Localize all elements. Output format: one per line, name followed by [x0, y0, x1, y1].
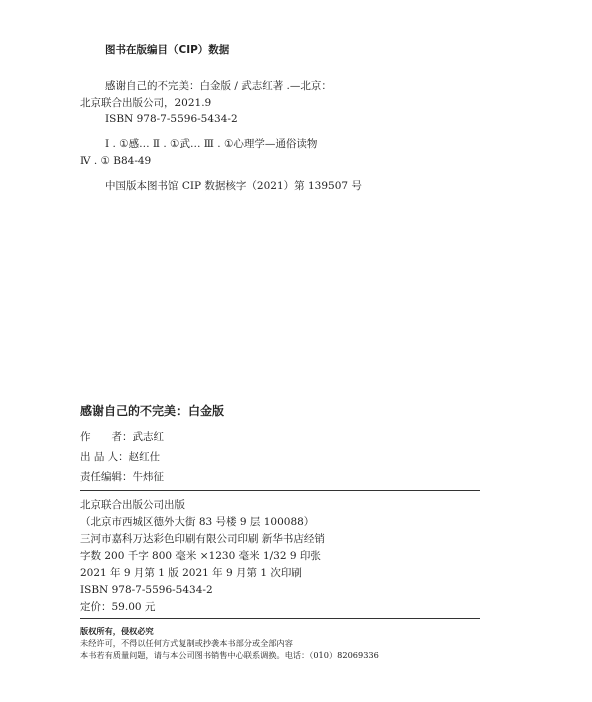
divider-bottom — [80, 618, 480, 619]
divider-top — [80, 490, 480, 491]
book-author: 作 者：武志红 — [80, 431, 164, 443]
pub-line-6: ISBN 978-7-5596-5434-2 — [80, 584, 213, 596]
pub-line-5: 2021 年 9 月第 1 版 2021 年 9 月第 1 次印刷 — [80, 567, 302, 579]
pub-line-7: 定价：59.00 元 — [80, 601, 156, 613]
cip-line-2: 北京联合出版公司，2021.9 — [80, 97, 212, 109]
copyright-line-1: 未经许可，不得以任何方式复制或抄袭本书部分或全部内容 — [80, 638, 293, 648]
copyright-line-2: 本书若有质量问题，请与本公司图书销售中心联系调换。电话：（010）82069336 — [80, 650, 379, 660]
book-editor: 责任编辑：牛炜征 — [80, 471, 164, 483]
pub-line-2: （北京市西城区德外大街 83 号楼 9 层 100088） — [80, 516, 315, 528]
pub-line-4: 字数 200 千字 800 毫米 ×1230 毫米 1/32 9 印张 — [80, 550, 321, 562]
cip-line-5: Ⅳ . ① B84-49 — [80, 155, 152, 167]
cip-line-4: Ⅰ . ①感… Ⅱ . ①武… Ⅲ . ①心理学—通俗读物 — [105, 138, 318, 150]
book-title: 感谢自己的不完美：白金版 — [80, 404, 225, 418]
cip-header: 图书在版编目（CIP）数据 — [105, 44, 230, 56]
cip-line-6: 中国版本图书馆 CIP 数据核字（2021）第 139507 号 — [105, 180, 362, 192]
cip-line-3: ISBN 978-7-5596-5434-2 — [105, 113, 238, 125]
pub-line-3: 三河市嘉科万达彩色印刷有限公司印刷 新华书店经销 — [80, 533, 325, 545]
pub-line-1: 北京联合出版公司出版 — [80, 499, 185, 511]
book-producer: 出 品 人：赵红仕 — [80, 451, 161, 463]
cip-line-1: 感谢自己的不完美：白金版 / 武志红著 .—北京： — [105, 80, 332, 92]
copyright-header: 版权所有，侵权必究 — [80, 626, 154, 636]
